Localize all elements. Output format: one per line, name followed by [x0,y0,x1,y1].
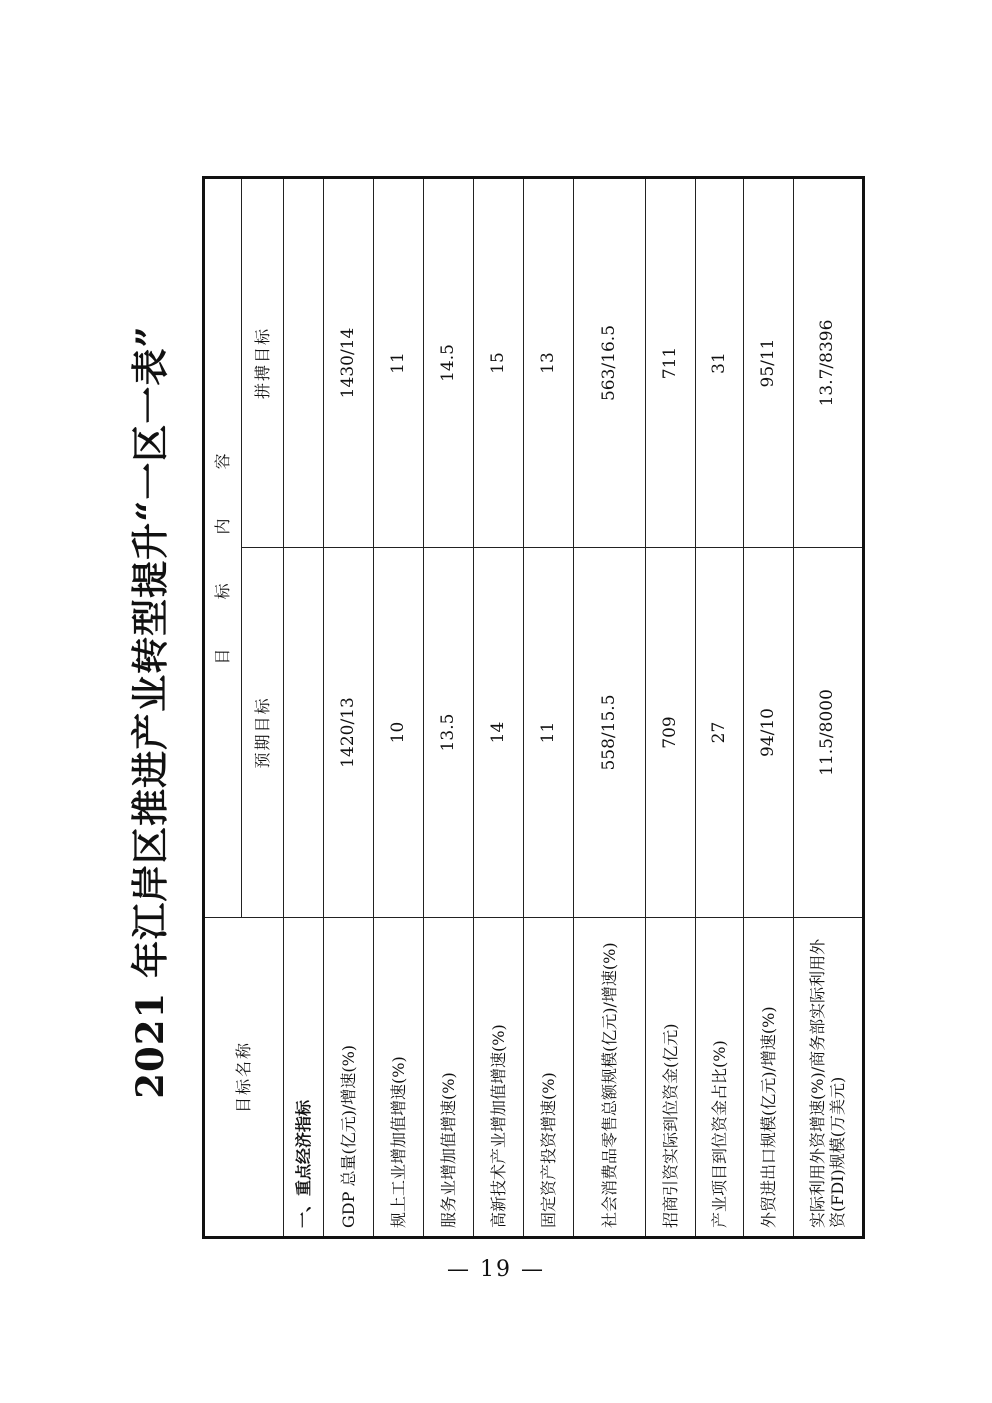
expected-value: 27 [696,548,744,918]
table-row [794,177,864,1237]
table-row [474,177,524,1237]
expected-value: 709 [646,548,696,918]
header-stretch-target: 拼搏目标 [242,177,284,547]
table-row [374,177,424,1237]
indicator-name: 招商引资实际到位资金(亿元) [646,918,696,1238]
indicator-name: 高新技术产业增加值增速(%) [474,918,524,1238]
stretch-value: 563/16.5 [574,177,646,547]
table-row [646,177,696,1237]
stretch-value: 13 [524,177,574,547]
document-title: 2021 年江岸区推进产业转型提升“一区一表” [128,325,172,1099]
stretch-value: 14.5 [424,177,474,547]
section-blank-cell [284,177,324,547]
header-target-content: 目 标 内 容 [204,177,242,917]
stretch-value: 31 [696,177,744,547]
indicator-name: 外贸进出口规模(亿元)/增速(%) [744,918,794,1238]
expected-value: 14 [474,548,524,918]
expected-value: 13.5 [424,548,474,918]
expected-value: 10 [374,548,424,918]
table-row [574,177,646,1237]
indicator-name: 产业项目到位资金占比(%) [696,918,744,1238]
header-expected-target: 预期目标 [242,548,284,918]
indicator-name: 社会消费品零售总额规模(亿元)/增速(%) [574,918,646,1238]
expected-value: 11 [524,548,574,918]
table-row [696,177,744,1237]
expected-value: 11.5/8000 [794,548,864,918]
table-row [524,177,574,1237]
indicator-name: 固定资产投资增速(%) [524,918,574,1238]
table-row [324,177,374,1237]
stretch-value: 15 [474,177,524,547]
indicator-name: 规上工业增加值增速(%) [374,918,424,1238]
page-number: — 19 — [447,1257,545,1282]
section-label: 一、重点经济指标 [284,918,324,1238]
target-table [202,176,865,1239]
indicator-name: 实际利用外资增速(%)/商务部实际利用外资(FDI)规模(万美元) [794,918,864,1238]
header-row-group [204,177,242,1237]
stretch-value: 95/11 [744,177,794,547]
stretch-value: 11 [374,177,424,547]
expected-value: 94/10 [744,548,794,918]
stretch-value: 13.7/8396 [794,177,864,547]
stretch-value: 711 [646,177,696,547]
section-row [284,177,324,1237]
header-target-name: 目标名称 [204,918,284,1238]
expected-value: 558/15.5 [574,548,646,918]
section-blank-cell [284,548,324,918]
table-row [424,177,474,1237]
indicator-name: 服务业增加值增速(%) [424,918,474,1238]
target-table-frame [202,179,862,1239]
stretch-value: 1430/14 [324,177,374,547]
indicator-name: GDP 总量(亿元)/增速(%) [324,918,374,1238]
table-row [744,177,794,1237]
expected-value: 1420/13 [324,548,374,918]
